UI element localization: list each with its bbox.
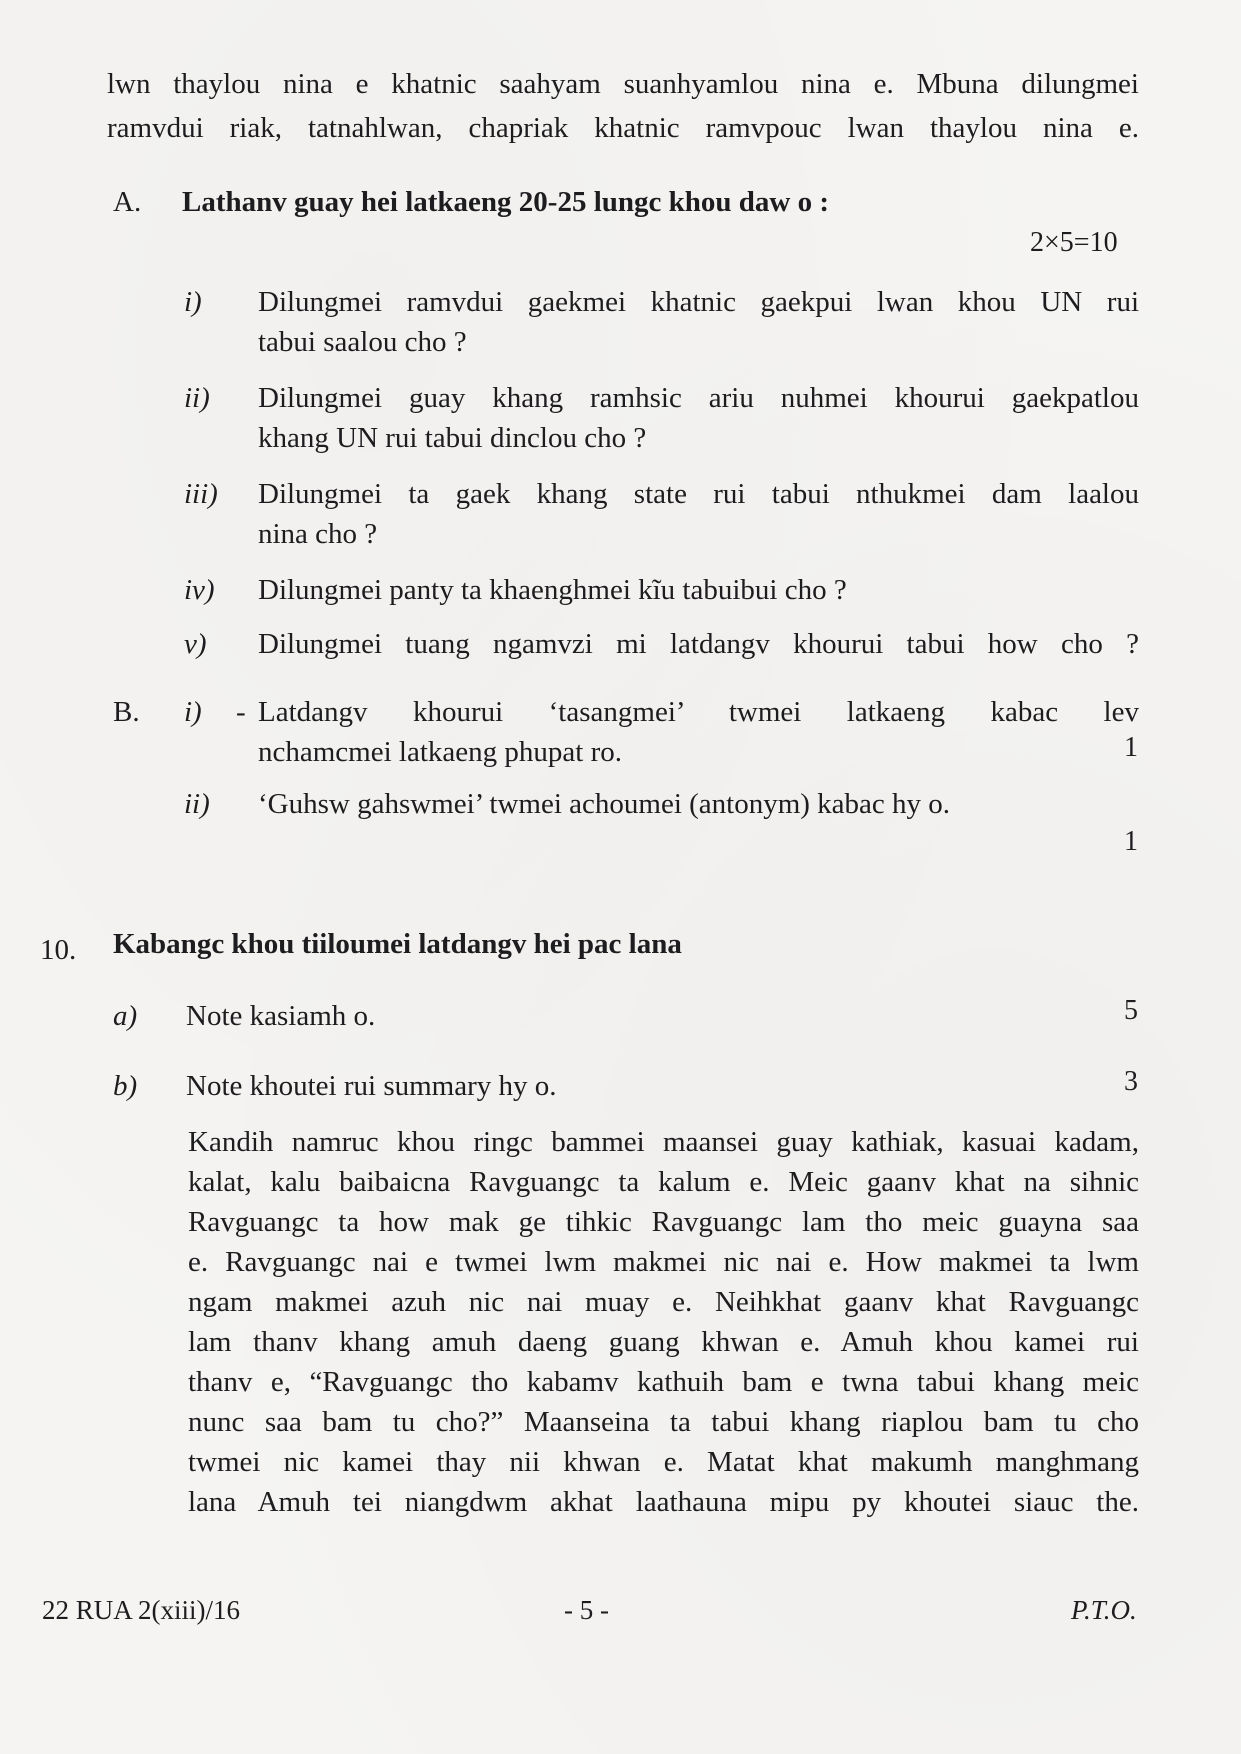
question-a-v-number: v) (184, 628, 207, 660)
passage-line (188, 1482, 1139, 1522)
section-a-label: A. (113, 186, 142, 218)
question-b-i-mark: 1 (1124, 732, 1138, 763)
footer-paper-code: 22 RUA 2(xiii)/16 (42, 1595, 241, 1625)
question-a-iii-number: iii) (184, 478, 218, 510)
passage-line (188, 1202, 1139, 1242)
footer-pto: P.T.O. (1071, 1595, 1137, 1625)
intro-line-1 (107, 64, 1139, 104)
question-a-v-line-1-text: Dilungmei tuang ngamvzi mi latdangv khourui tabui how cho ? (258, 628, 1139, 660)
passage-line (188, 1362, 1139, 1402)
question-a-ii-line-1-text: Dilungmei guay khang ramhsic ariu nuhmei khourui gaekpatlou (258, 382, 1139, 414)
question-b-ii-mark: 1 (1124, 826, 1138, 857)
passage-line-text: lana Amuh tei niangdwm akhat laathauna mipu py khoutei siauc the. (188, 1486, 1139, 1518)
question-a-iii-line-2: nina cho ? (258, 518, 378, 550)
passage-line-text: lam thanv khang amuh daeng guang khwan e. Amuh khou kamei rui (188, 1326, 1139, 1358)
question-b-i-line-1 (258, 692, 1139, 732)
question-a-ii-line-1 (258, 378, 1139, 418)
question-a-iv-number: iv) (184, 574, 215, 606)
question-10-number: 10. (40, 934, 77, 966)
question-b-ii-number: ii) (184, 788, 210, 820)
passage-line (188, 1162, 1139, 1202)
question-10-b-mark: 3 (1124, 1066, 1138, 1097)
intro-line-2-text: ramvdui riak, tatnahlwan, chapriak khatnic ramvpouc lwan thaylou nina e. (107, 112, 1139, 144)
question-a-ii-number: ii) (184, 382, 210, 414)
question-10-a-text: Note kasiamh o. (186, 1000, 376, 1032)
section-a-marks: 2×5=10 (1030, 227, 1118, 258)
passage-line (188, 1282, 1139, 1322)
question-b-i-number: i) (184, 696, 202, 728)
question-10-b-text: Note khoutei rui summary hy o. (186, 1070, 557, 1102)
passage-line (188, 1402, 1139, 1442)
passage-line (188, 1122, 1139, 1162)
passage-line-text: kalat, kalu baibaicna Ravguangc ta kalum e. Meic gaanv khat na sihnic (188, 1166, 1139, 1198)
intro-line-2 (107, 108, 1139, 148)
intro-line-1-text: lwn thaylou nina e khatnic saahyam suanhyamlou nina e. Mbuna dilungmei (107, 68, 1139, 100)
passage-line (188, 1442, 1139, 1482)
footer-page-number: - 5 - (564, 1595, 609, 1625)
question-10-a-label: a) (113, 1000, 138, 1032)
question-b-ii-line-1: ‘Guhsw gahswmei’ twmei achoumei (antonym) kabac hy o. (258, 788, 951, 820)
question-a-iii-line-1-text: Dilungmei ta gaek khang state rui tabui nthukmei dam laalou (258, 478, 1139, 510)
section-b-label: B. (113, 696, 140, 728)
passage-line-text: Ravguangc ta how mak ge tihkic Ravguangc lam tho meic guayna saa (188, 1206, 1139, 1238)
question-10-heading: Kabangc khou tiiloumei latdangv hei pac lana (113, 928, 682, 960)
passage-line-text: thanv e, “Ravguangc tho kabamv kathuih bam e twna tabui khang meic (188, 1366, 1139, 1398)
question-a-i-line-1-text: Dilungmei ramvdui gaekmei khatnic gaekpui lwan khou UN rui (258, 286, 1139, 318)
question-b-i-line-1-text: Latdangv khourui ‘tasangmei’ twmei latkaeng kabac lev (258, 696, 1139, 728)
passage-line-text: Kandih namruc khou ringc bammei maansei guay kathiak, kasuai kadam, (188, 1126, 1139, 1158)
passage-line-text: e. Ravguangc nai e twmei lwm makmei nic nai e. How makmei ta lwm (188, 1246, 1139, 1278)
question-a-iii-line-1 (258, 474, 1139, 514)
question-10-a-mark: 5 (1124, 995, 1138, 1026)
passage-line-text: nunc saa bam tu cho?” Maanseina ta tabui khang riaplou bam tu cho (188, 1406, 1139, 1438)
question-a-ii-line-2: khang UN rui tabui dinclou cho ? (258, 422, 647, 454)
passage-line (188, 1242, 1139, 1282)
passage-line (188, 1322, 1139, 1362)
question-b-i-dash: - (236, 696, 246, 728)
passage-line-text: ngam makmei azuh nic nai muay e. Neihkhat gaanv khat Ravguangc (188, 1286, 1139, 1318)
question-a-i-line-1 (258, 282, 1139, 322)
question-b-i-line-2: nchamcmei latkaeng phupat ro. (258, 736, 622, 768)
section-a-heading: Lathanv guay hei latkaeng 20-25 lungc khou daw o : (182, 186, 829, 218)
passage-line-text: twmei nic kamei thay nii khwan e. Matat khat makumh manghmang (188, 1446, 1139, 1478)
question-a-i-line-2: tabui saalou cho ? (258, 326, 467, 358)
question-a-iv-line-1: Dilungmei panty ta khaenghmei kĩu tabuibui cho ? (258, 574, 847, 606)
question-10-b-label: b) (113, 1070, 138, 1102)
question-a-v-line-1 (258, 624, 1139, 664)
question-a-i-number: i) (184, 286, 202, 318)
